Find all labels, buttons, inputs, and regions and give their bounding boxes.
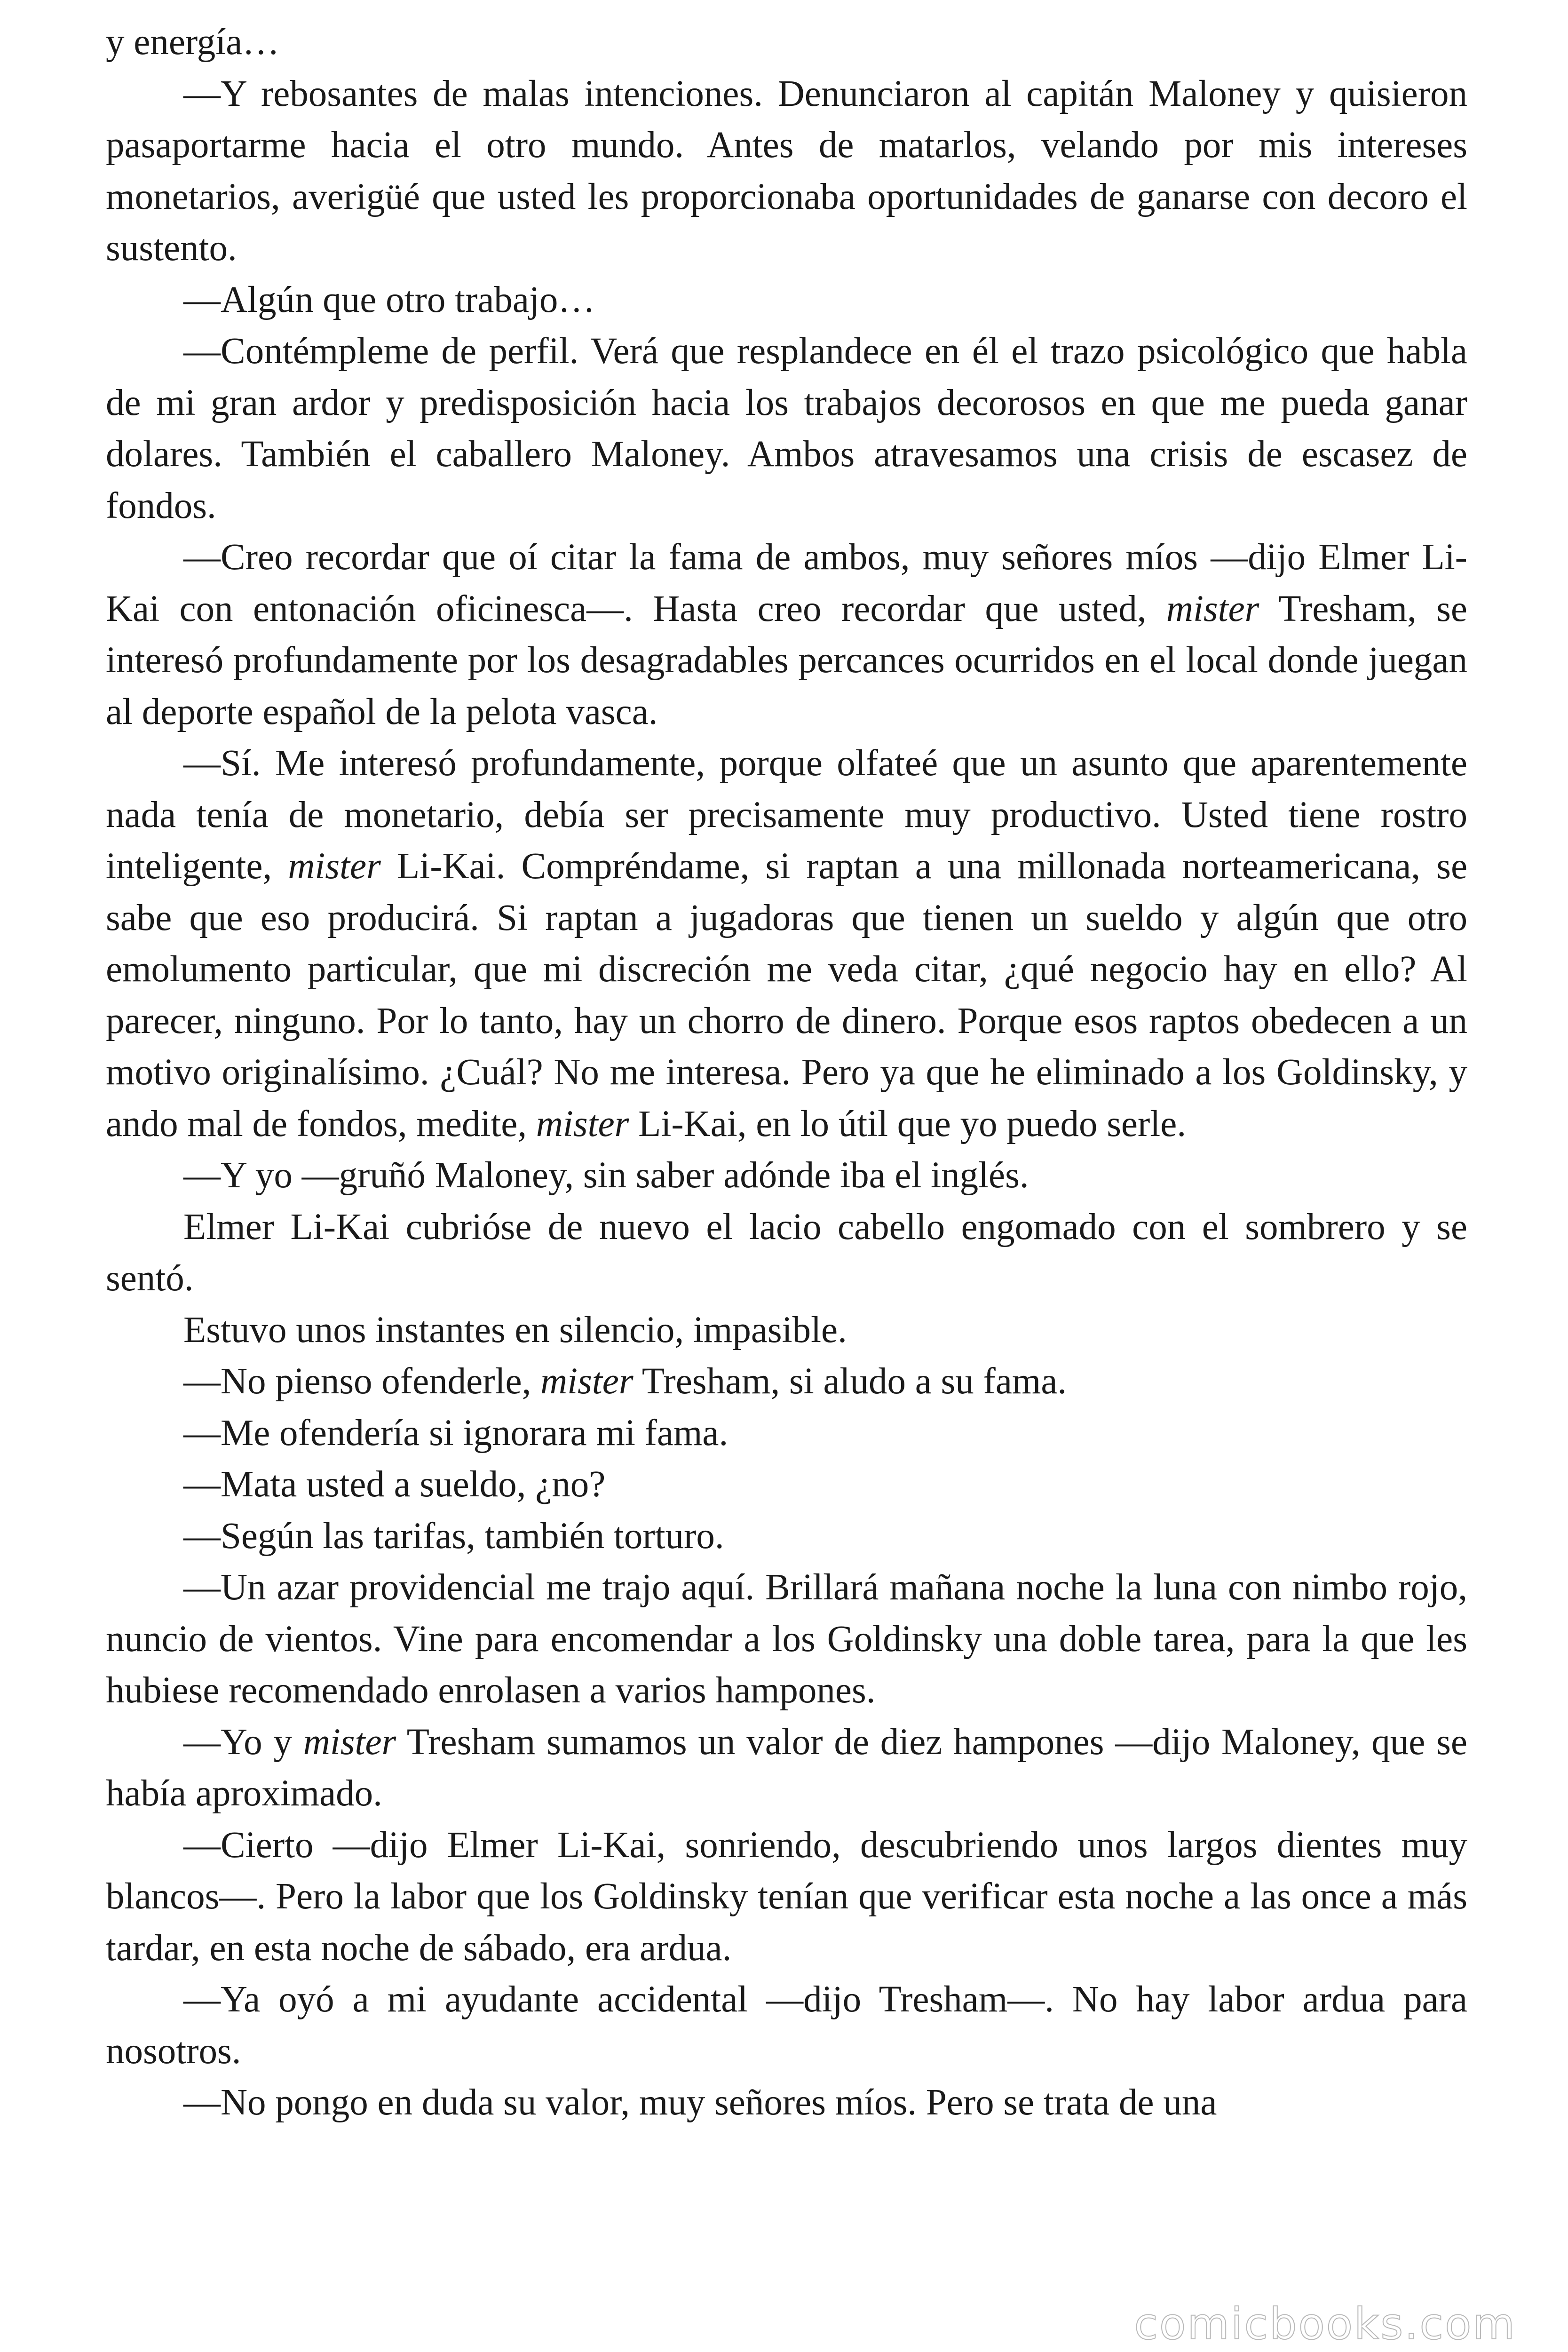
text-run: Estuvo unos instantes en silencio, impasible. <box>183 1309 847 1351</box>
text-run: —Creo recordar que oí citar la fama de ambos, muy señores míos —dijo Elmer Li-Kai con entonación oficinesca—. Hasta creo recordar que usted, <box>106 537 1467 629</box>
text-run: —Yo y <box>183 1721 303 1763</box>
text-run: —Cierto —dijo Elmer Li-Kai, sonriendo, descubriendo unos largos dientes muy blancos—. Pero la labor que los Goldinsky tenían que verificar esta noche a las once a más tardar, en esta noche de sábado, era ardua. <box>106 1824 1467 1969</box>
text-run: Tresham sumamos un valor de diez hampones —dijo Maloney, que se había aproximado. <box>106 1721 1467 1814</box>
paragraph <box>106 68 1467 274</box>
paragraph <box>106 2077 1467 2129</box>
paragraph <box>106 1974 1467 2077</box>
text-run: —Y yo —gruñó Maloney, sin saber adónde iba el inglés. <box>183 1155 1029 1196</box>
italic-text: mister <box>1166 588 1259 629</box>
paragraph <box>106 738 1467 1150</box>
text-run: —Ya oyó a mi ayudante accidental —dijo Tresham—. No hay labor ardua para nosotros. <box>106 1979 1467 2072</box>
paragraph <box>106 1562 1467 1716</box>
text-run: Li-Kai. Compréndame, si raptan a una millonada norteamericana, se sabe que eso producirá. Si raptan a jugadoras que tienen un sueldo y algún que otro emolumento particular, que mi discreción me veda citar, ¿qué negocio hay en ello? Al parecer, ninguno. Por lo tanto, hay un chorro de dinero. Porque esos raptos obedecen a un motivo originalísimo. ¿Cuál? No me interesa. Pero ya que he eliminado a los Goldinsky, y ando mal de fondos, medite, <box>106 846 1468 1144</box>
page-body <box>106 16 1467 2129</box>
paragraph <box>106 1459 1467 1510</box>
watermark: comicbooks.com <box>1134 2299 1516 2349</box>
paragraph <box>106 274 1467 326</box>
paragraph <box>106 326 1467 532</box>
text-run: Tresham, si aludo a su fama. <box>633 1361 1067 1402</box>
text-run: y energía… <box>106 22 280 63</box>
italic-text: mister <box>540 1361 634 1402</box>
text-run: Elmer Li-Kai cubrióse de nuevo el lacio cabello engomado con el sombrero y se sentó. <box>106 1206 1467 1299</box>
italic-text: mister <box>536 1103 629 1144</box>
italic-text: mister <box>288 846 381 887</box>
paragraph <box>106 1510 1467 1562</box>
paragraph <box>106 532 1467 738</box>
text-run: —Contémpleme de perfil. Verá que resplandece en él el trazo psicológico que habla de mi gran ardor y predisposición hacia los trabajos decorosos en que me pueda ganar dolares. También el caballero Maloney. Ambos atravesamos una crisis de escasez de fondos. <box>106 331 1467 526</box>
paragraph <box>106 1356 1467 1407</box>
text-run: —Algún que otro trabajo… <box>183 279 595 320</box>
italic-text: mister <box>303 1721 396 1763</box>
text-run: —No pongo en duda su valor, muy señores míos. Pero se trata de una <box>183 2082 1217 2123</box>
text-run: —Según las tarifas, también torturo. <box>183 1515 724 1557</box>
text-run: —Sí. Me interesó profundamente, porque olfateé que un asunto que aparentemente nada tenía de monetario, debía ser precisamente muy productivo. Usted tiene rostro inteligente, <box>106 743 1467 887</box>
paragraph <box>106 1304 1467 1356</box>
paragraph <box>106 1820 1467 1974</box>
paragraph <box>106 1150 1467 1201</box>
paragraph <box>106 1201 1467 1304</box>
text-run: —Un azar providencial me trajo aquí. Brillará mañana noche la luna con nimbo rojo, nuncio de vientos. Vine para encomendar a los Goldinsky una doble tarea, para la que les hubiese recomendado enrolasen a varios hampones. <box>106 1567 1467 1711</box>
paragraph <box>106 16 1467 68</box>
text-run: —Y rebosantes de malas intenciones. Denunciaron al capitán Maloney y quisieron pasaportarme hacia el otro mundo. Antes de matarlos, velando por mis intereses monetarios, averigüé que usted les proporcionaba oportunidades de ganarse con decoro el sustento. <box>106 73 1467 269</box>
paragraph <box>106 1407 1467 1459</box>
text-run: —No pienso ofenderle, <box>183 1361 541 1402</box>
paragraph <box>106 1716 1467 1820</box>
text-run: Li-Kai, en lo útil que yo puedo serle. <box>629 1103 1187 1144</box>
text-run: —Me ofendería si ignorara mi fama. <box>183 1412 729 1454</box>
text-run: Tresham, se interesó profundamente por los desagradables percances ocurridos en el local donde juegan al deporte español de la pelota vasca. <box>106 588 1467 732</box>
text-run: —Mata usted a sueldo, ¿no? <box>183 1464 606 1505</box>
